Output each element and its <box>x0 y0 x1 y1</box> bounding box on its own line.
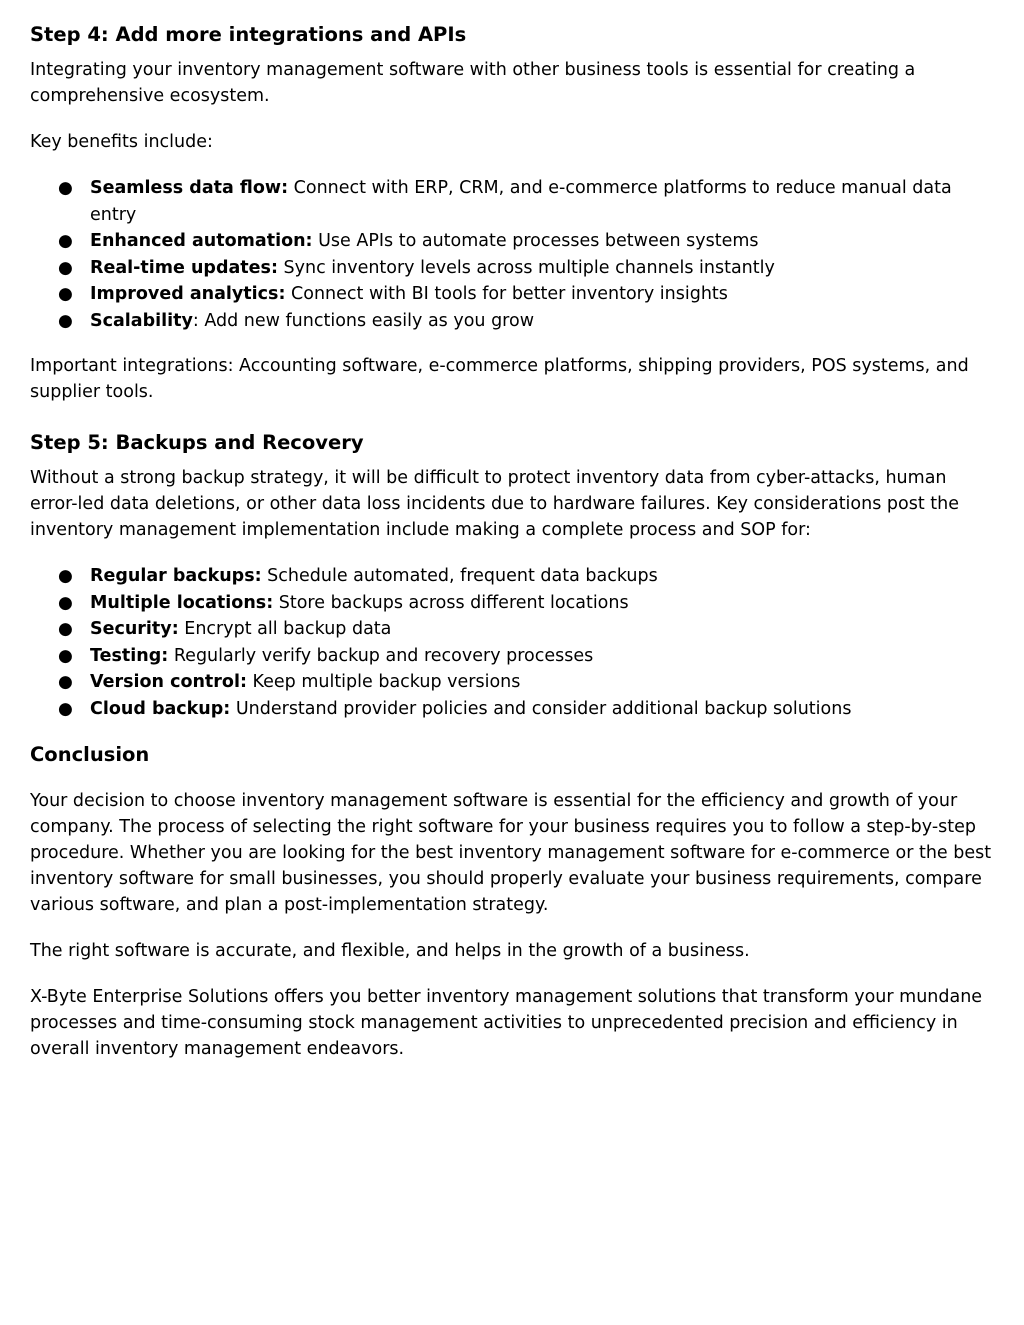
list-item-text: Regularly verify backup and recovery processes <box>168 645 594 666</box>
list-item-text: Use APIs to automate processes between systems <box>312 231 759 251</box>
list-item-text: Encrypt all backup data <box>178 619 392 639</box>
list-item-text: Store backups across different locations <box>273 592 629 613</box>
bullet-icon: ● <box>58 645 73 666</box>
list-item-text: Connect with ERP, CRM, and e-commerce platforms to reduce manual data entry <box>90 178 952 225</box>
bullet-icon: ● <box>58 619 73 639</box>
bullet-icon: ● <box>58 566 73 586</box>
list-item <box>30 696 994 723</box>
list-item-text: Sync inventory levels across multiple channels instantly <box>277 257 775 278</box>
list-item-label: Enhanced automation: <box>90 231 313 251</box>
list-item-label: Scalability <box>90 310 193 331</box>
conclusion-heading: Conclusion <box>30 743 150 766</box>
bullet-icon: ● <box>58 257 73 278</box>
conclusion-paragraph-1: Your decision to choose inventory management software is essential for the efficiency and growth of your company. The process of selecting the right software for your business requires you to follow a step-by-step procedure. Whether you are looking for the best inventory management software for e-commerce or the best inventory software for small businesses, you should properly evaluate your business requirements, compare various software, and plan a post-implementation strategy. <box>30 791 992 915</box>
bullet-icon: ● <box>58 698 73 719</box>
list-item-text: Connect with BI tools for better inventory insights <box>285 284 728 304</box>
bullet-icon: ● <box>58 178 73 198</box>
bullet-icon: ● <box>58 231 73 251</box>
conclusion-paragraph-2: The right software is accurate, and flexible, and helps in the growth of a business. <box>30 941 750 961</box>
list-item <box>30 669 994 696</box>
step4-integrations-paragraph: Important integrations: Accounting software, e-commerce platforms, shipping providers, POS systems, and supplier tools. <box>30 356 969 402</box>
list-item <box>30 308 994 335</box>
bullet-icon: ● <box>58 672 73 692</box>
list-item <box>30 255 994 282</box>
list-item-label: Version control: <box>90 672 247 692</box>
bullet-icon: ● <box>58 592 73 613</box>
list-item-label: Multiple locations: <box>90 592 274 613</box>
list-item-label: Real-time updates: <box>90 257 278 278</box>
list-item <box>30 590 994 617</box>
step4-heading: Step 4: Add more integrations and APIs <box>30 23 467 46</box>
step4-benefits-intro: Key benefits include: <box>30 132 213 152</box>
list-item-text: : Add new functions easily as you grow <box>192 310 535 331</box>
list-item-label: Improved analytics: <box>90 284 286 304</box>
list-item-text: Schedule automated, frequent data backups <box>261 566 658 586</box>
list-item-text: Understand provider policies and consider additional backup solutions <box>230 698 852 719</box>
list-item-text: Keep multiple backup versions <box>246 672 521 692</box>
list-item <box>30 643 994 670</box>
step5-intro-paragraph: Without a strong backup strategy, it will be difficult to protect inventory data from cyber-attacks, human error-led data deletions, or other data loss incidents due to hardware failures. Key considerations post the inventory management implementation include making a complete process and SOP for: <box>30 468 959 540</box>
list-item <box>30 563 994 590</box>
list-item-label: Security: <box>90 619 179 639</box>
list-item-label: Testing: <box>90 645 169 666</box>
list-item <box>30 175 994 228</box>
bullet-icon: ● <box>58 284 73 304</box>
step5-considerations-list <box>30 563 994 722</box>
bullet-icon: ● <box>58 310 73 331</box>
step5-heading: Step 5: Backups and Recovery <box>30 431 364 454</box>
list-item-label: Cloud backup: <box>90 698 231 719</box>
list-item-label: Regular backups: <box>90 566 262 586</box>
list-item <box>30 616 994 643</box>
list-item-label: Seamless data flow: <box>90 178 289 198</box>
step4-intro-paragraph: Integrating your inventory management software with other business tools is essential for creating a comprehensive ecosystem. <box>30 60 916 106</box>
list-item <box>30 228 994 255</box>
step4-benefits-list <box>30 175 994 334</box>
list-item <box>30 281 994 308</box>
conclusion-paragraph-3: X-Byte Enterprise Solutions offers you better inventory management solutions that transform your mundane processes and time-consuming stock management activities to unprecedented precision and efficiency in overall inventory management endeavors. <box>30 987 983 1059</box>
